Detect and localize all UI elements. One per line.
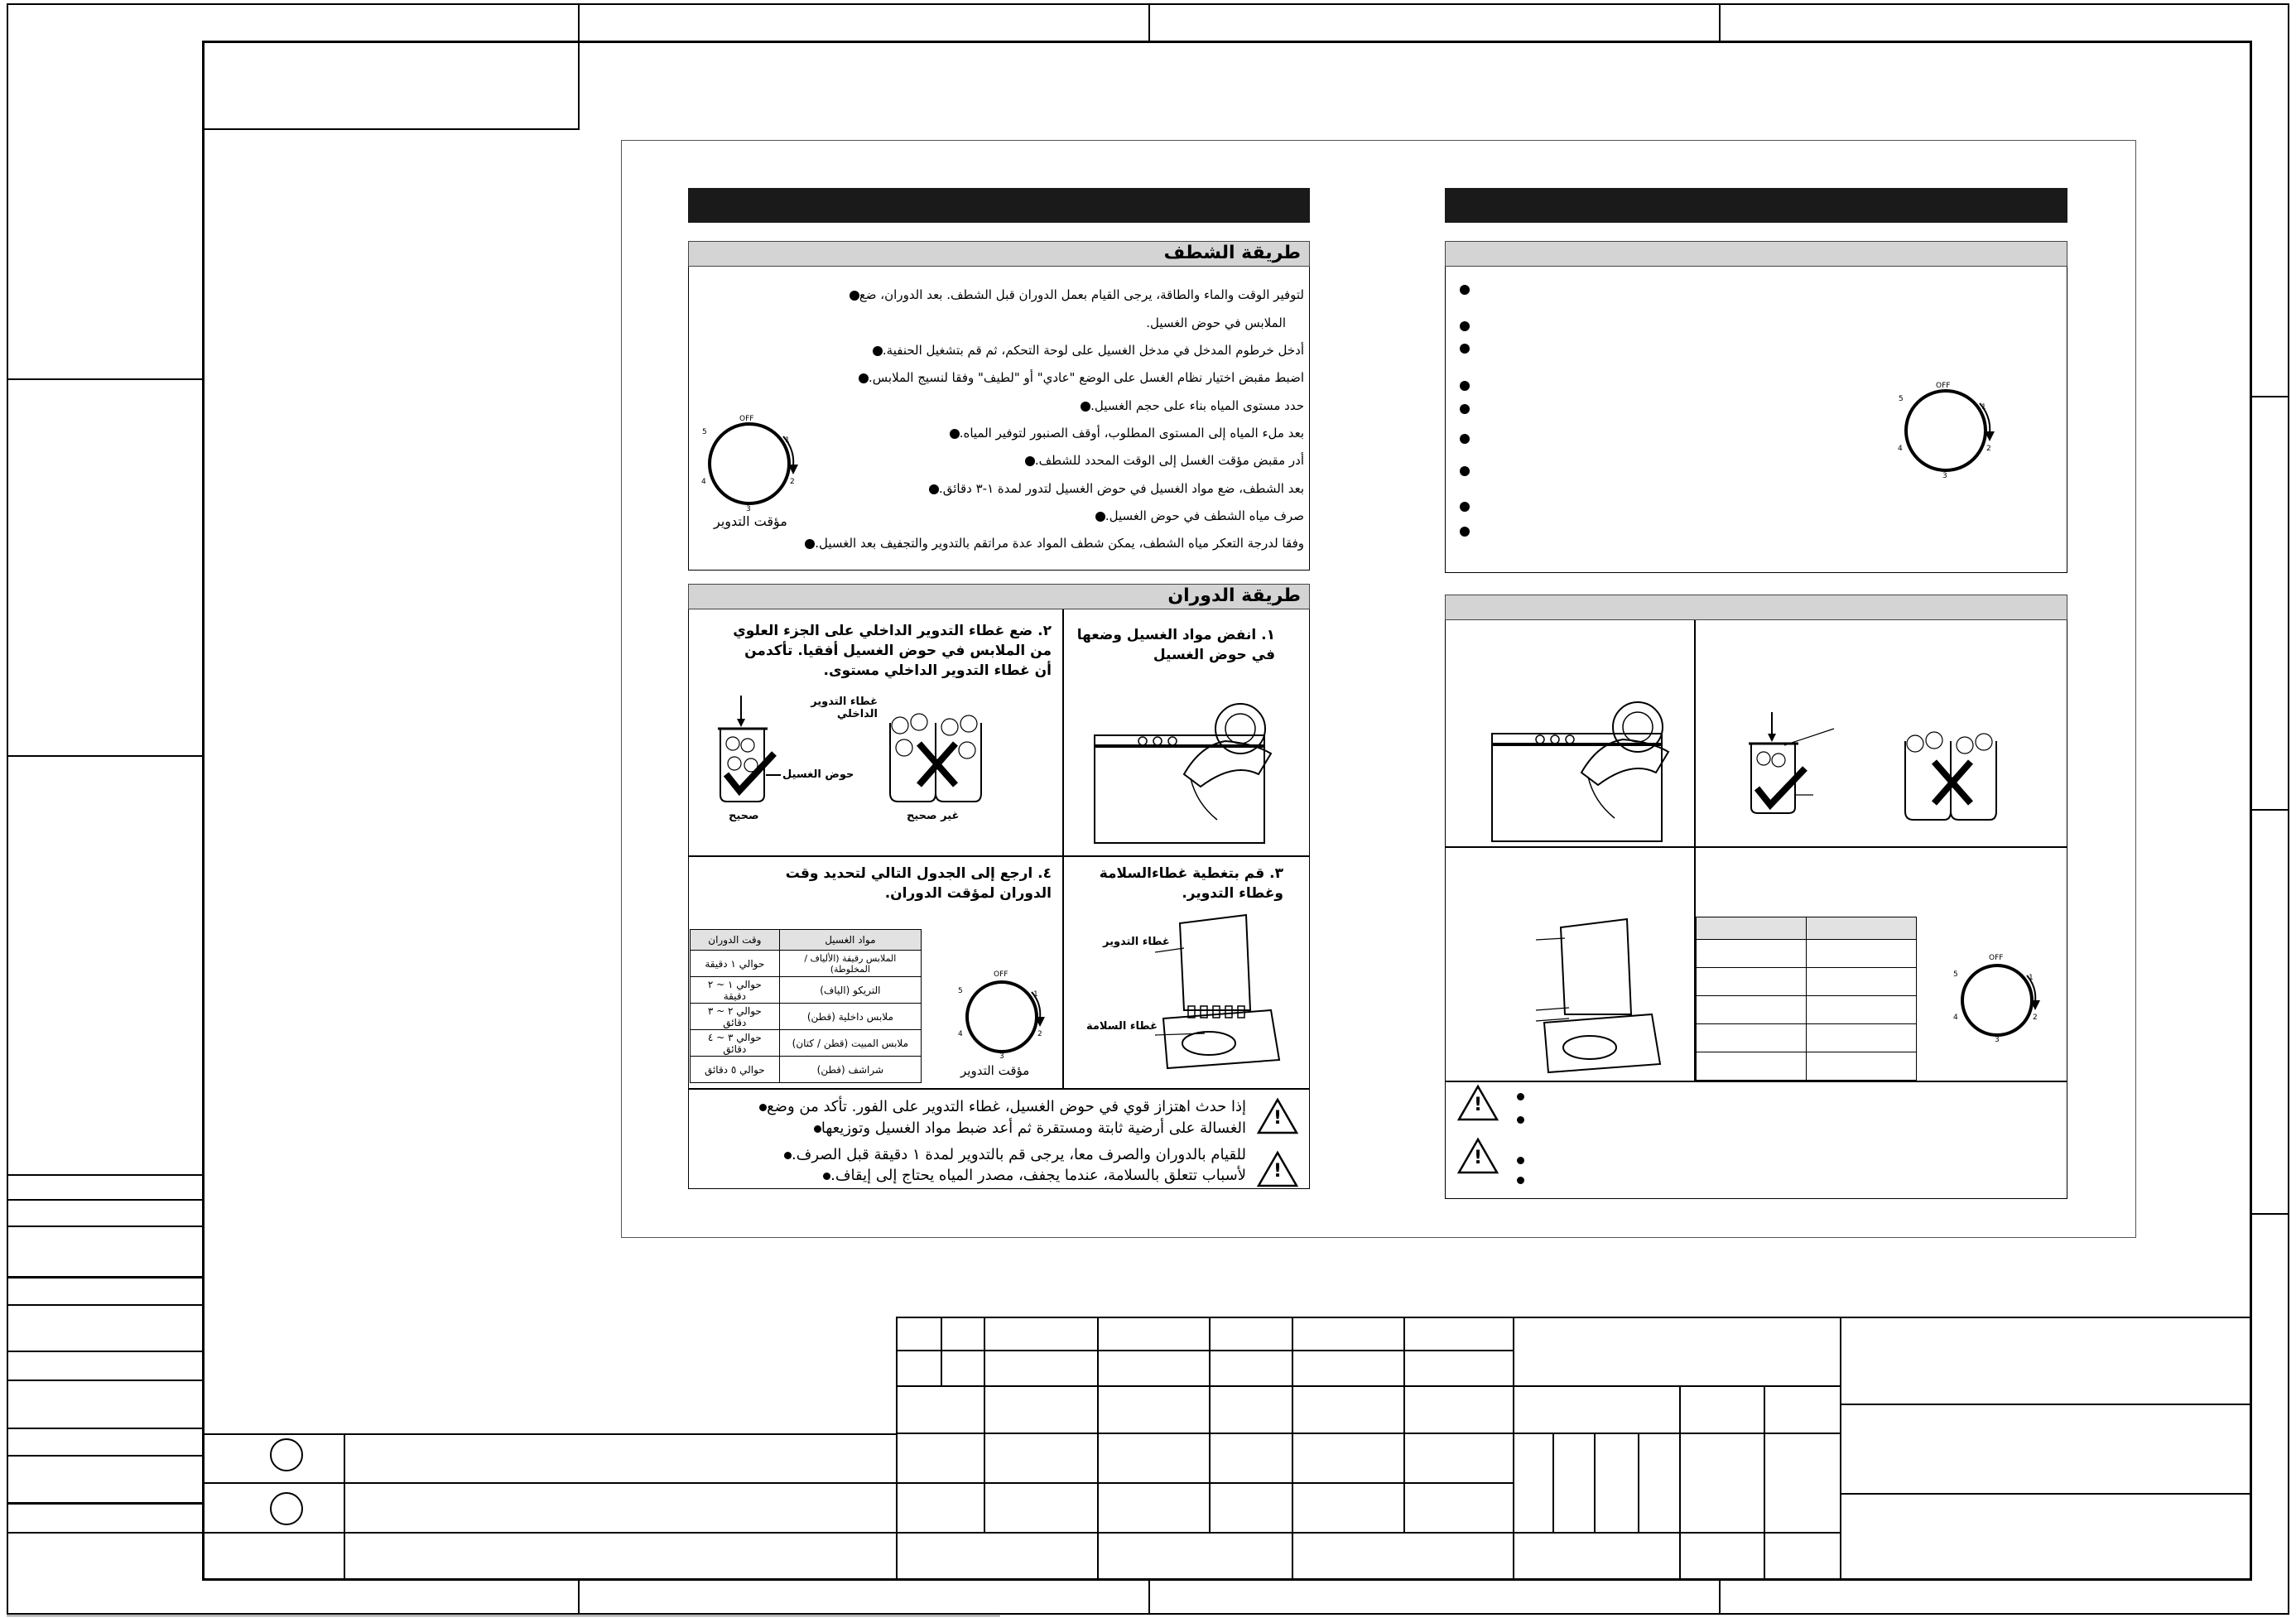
table-cell: حوالي ١ ~ ٢ دقيقة: [691, 977, 780, 1004]
tb-line: [1679, 1385, 1681, 1581]
tb-line: [1764, 1385, 1765, 1581]
bullet-dot: [1460, 404, 1470, 414]
spin-warnings: [704, 1097, 1246, 1188]
table-cell: ملابس داخلية (قطن): [779, 1004, 921, 1030]
dial-mark: 1: [2029, 974, 2034, 982]
right-timer-dial: [1898, 382, 2008, 493]
bullet-dot: [784, 1152, 792, 1159]
rinse-bullet: صرف مياه الشطف في حوض الغسيل.: [1087, 508, 1304, 524]
table-cell: التريكو (الياف): [779, 977, 921, 1004]
rinse-bullet: أدخل خرطوم المدخل في مدخل الغسيل على لوحة التحكم، ثم قم بتشغيل الحنفية.: [864, 342, 1304, 359]
zone-tick: [7, 755, 202, 757]
bullet-dot: [1517, 1157, 1524, 1164]
zone-tick: [2252, 809, 2289, 811]
tb-line: [1552, 1433, 1554, 1532]
warning-text: للقيام بالدوران والصرف معا، يرجى قم بالتدوير لمدة ١ دقيقة قبل الصرف.: [779, 1145, 1246, 1165]
washer-icon: [1490, 694, 1689, 843]
spin-step-1: ١. انفض مواد الغسيل وضعها في حوض الغسيل: [1076, 627, 1275, 663]
strip-line: [7, 1455, 202, 1457]
rinse-bullet: أدر مقبض مؤقت الغسل إلى الوقت المحدد للشطف.: [1017, 452, 1304, 469]
table-cell: حوالي ٣ ~ ٤ دقائق: [691, 1030, 780, 1057]
tb-line: [1513, 1317, 1514, 1581]
rinse-timer-dial: [701, 415, 811, 526]
bullet-dot: [1460, 502, 1470, 512]
table-cell: [1807, 996, 1917, 1024]
table-cell: [1697, 996, 1807, 1024]
dial-off: OFF: [739, 415, 754, 423]
washer-icon: [1093, 696, 1292, 845]
spin-title-bar: [688, 584, 1310, 609]
empty-time-table: [1696, 917, 1917, 1081]
strip-line: [7, 1304, 202, 1306]
warning-text: الغسالة على أرضية ثابتة ومستقرة ثم أعد ضبط مواد الغسيل وتوزيعها: [809, 1119, 1246, 1139]
strip-line: [7, 1380, 202, 1381]
table-cell: حوالي ٢ ~ ٣ دقائق: [691, 1004, 780, 1030]
tb-line: [1403, 1317, 1405, 1532]
spin-timer-label: مؤقت التدوير: [960, 1063, 1030, 1078]
tb-line: [1594, 1433, 1596, 1532]
rinse-bullet: وفقا لدرجة التعكر مياه الشطف، يمكن شطف المواد عدة مراتقم بالتدوير والتجفيف بعد الغسيل.: [797, 535, 1304, 551]
spin-grid: [1062, 609, 1064, 1088]
revision-circle: [270, 1438, 303, 1471]
dial-mark: 5: [1899, 395, 1904, 403]
dial-mark: 1: [1033, 990, 1038, 999]
spin-cover-icon: [1155, 919, 1296, 1072]
zone-tick: [1719, 1580, 1721, 1615]
strip-line: [7, 1502, 202, 1505]
tb-line: [1292, 1317, 1293, 1581]
table-cell: الملابس رقيقة (الألياف / المخلوطة): [779, 951, 921, 977]
rinse-bullet: اضبط مقبض اختيار نظام الغسل على الوضع "عادي" أو "لطيف" وفقا لنسيج الملابس.: [850, 369, 1304, 386]
tb-line: [896, 1433, 1840, 1434]
spin-step-2: ٢. ضع غطاء التدوير الداخلي على الجزء العلوي من الملابس في حوض الغسيل أفقيا. تأكدمن أن غطاء التدوير الداخلي مستوى.: [733, 623, 1052, 679]
spin-cover-label: غطاء التدوير: [1103, 936, 1170, 948]
table-cell: [1697, 1052, 1807, 1081]
rev-line: [344, 1433, 345, 1581]
bullet-dot: [1517, 1093, 1524, 1100]
tb-line: [896, 1532, 1840, 1534]
warning-icon: !: [1457, 1085, 1499, 1121]
timer-dial-icon: [1956, 959, 2047, 1050]
table-cell: [1807, 968, 1917, 996]
spin-cover-illustration: [1536, 923, 1677, 1076]
right-lower-section: [1445, 595, 2067, 1199]
bullet-dot: [1025, 456, 1035, 466]
bullet-dot: [1460, 466, 1470, 476]
dial-off: OFF: [1989, 954, 2004, 962]
dial-mark: 4: [701, 478, 706, 486]
dial-mark: 2: [1037, 1030, 1042, 1038]
right-timer-dial-small: [1953, 954, 2047, 1050]
incorrect-label: غير صحيح: [907, 810, 960, 822]
spin-grid: [688, 855, 1310, 857]
warning-icon: !: [1257, 1151, 1298, 1187]
bullet-dot: [1081, 402, 1090, 412]
warning-icon: !: [1457, 1138, 1499, 1174]
left-header-bar: [688, 188, 1310, 223]
zone-tick: [1148, 3, 1150, 41]
timer-dial-icon: [704, 418, 811, 526]
bullet-dot: [873, 346, 883, 356]
tb-line: [984, 1317, 985, 1532]
bullet-dot: [1517, 1116, 1524, 1124]
bullet-dot: [850, 291, 859, 301]
dial-mark: 3: [746, 505, 751, 513]
dial-mark: 1: [785, 436, 790, 445]
dial-mark: 5: [1953, 970, 1958, 979]
table-cell: [1697, 940, 1807, 968]
bullet-dot: [1460, 381, 1470, 391]
strip-line: [7, 1199, 202, 1201]
table-header: وقت الدوران: [691, 930, 780, 951]
table-header: مواد الغسيل: [779, 930, 921, 951]
rev-line: [202, 1433, 898, 1435]
cross-icon: [1903, 729, 2002, 824]
zone-tick: [7, 378, 202, 380]
tub-label: حوض الغسيل: [782, 768, 854, 781]
zone-tick: [578, 3, 580, 41]
correct-label: صحيح: [729, 810, 759, 822]
bullet-dot: [805, 539, 815, 549]
frame-rule: [202, 128, 580, 130]
correct-tub-figure: [1747, 712, 1846, 820]
check-icon: [1747, 712, 1846, 820]
dial-mark: 5: [702, 428, 707, 436]
zone-tick: [578, 1580, 580, 1615]
table-cell: ملابس المبيت (قطن / كتان): [779, 1030, 921, 1057]
incorrect-tub-figure: [1903, 729, 2002, 824]
zone-tick: [2252, 1213, 2289, 1215]
right-header-bar: [1445, 188, 2067, 223]
check-icon: [716, 696, 791, 803]
dial-mark: 5: [958, 987, 963, 995]
safety-cover-label: غطاء السلامة: [1086, 1020, 1158, 1033]
rev-line: [202, 1482, 898, 1484]
warning-icon: !: [1257, 1098, 1298, 1134]
dial-mark: 2: [790, 478, 795, 486]
dial-mark: 4: [1898, 445, 1903, 453]
cross-icon: [888, 710, 987, 806]
bullet-dot: [1460, 321, 1470, 331]
rinse-title: طريقة الشطف: [1163, 243, 1301, 263]
rinse-bullet: بعد الشطف، ضع مواد الغسيل في حوض الغسيل لتدور لمدة ١-٣ دقائق.: [921, 480, 1304, 497]
tb-line: [1840, 1317, 1841, 1581]
bullet-dot: [950, 429, 960, 439]
rinse-bullet: بعد ملء المياه إلى المستوى المطلوب، أوقف الصنبور لتوفير المياه.: [941, 425, 1304, 441]
tb-line: [941, 1317, 942, 1386]
timer-dial-icon: [1900, 385, 2008, 493]
tb-line: [1209, 1317, 1211, 1532]
table-cell: حوالي ٥ دقائق: [691, 1057, 780, 1083]
dial-mark: 2: [1986, 445, 1991, 453]
bullet-dot: [1460, 434, 1470, 444]
spin-cover-icon: [1536, 923, 1677, 1076]
rinse-title-bar: [688, 241, 1310, 267]
rev-line: [202, 1532, 898, 1534]
warning-text: إذا حدث اهتزاز قوي في حوض الغسيل، غطاء التدوير على الفور. تأكد من وضع: [754, 1097, 1246, 1117]
zone-tick: [1148, 1580, 1150, 1615]
bullet-dot: [1095, 512, 1105, 522]
inner-cover-label: غطاء التدوير الداخلي: [811, 696, 878, 720]
dial-mark: 4: [958, 1030, 963, 1038]
tb-line: [896, 1385, 1840, 1387]
table-cell: [1697, 1024, 1807, 1052]
zone-tick: [2252, 396, 2289, 397]
tb-line: [896, 1317, 898, 1581]
tb-line: [1840, 1493, 2252, 1495]
strip-line: [7, 1351, 202, 1352]
dial-mark: 3: [1995, 1036, 2000, 1044]
bullet-dot: [1517, 1177, 1524, 1184]
washer-illustration: [1093, 696, 1292, 845]
rinse-bullets: [770, 287, 1304, 568]
bullet-dot: [1460, 285, 1470, 295]
washer-illustration: [1490, 694, 1689, 843]
strip-line: [7, 1428, 202, 1429]
table-cell: شراشف (قطن): [779, 1057, 921, 1083]
spin-time-table: [690, 929, 922, 1083]
right-grid: [1445, 1081, 2067, 1082]
dial-mark: 1: [1981, 403, 1986, 412]
bullet-dot: [814, 1125, 821, 1133]
strip-line: [7, 1226, 202, 1227]
warning-text: لأسباب تتعلق بالسلامة، عندما يجفف، مصدر المياه يحتاج إلى إيقاف.: [818, 1166, 1246, 1186]
table-cell: [1697, 917, 1807, 940]
spin-step-4: ٤. ارجع إلى الجدول التالي لتحديد وقت الدوران لمؤقت الدوران.: [785, 865, 1052, 902]
dial-off: OFF: [1936, 382, 1951, 390]
spin-title: طريقة الدوران: [1167, 585, 1301, 606]
table-cell: [1807, 940, 1917, 968]
incorrect-tub-figure: [888, 710, 987, 806]
dial-mark: 4: [1953, 1014, 1958, 1022]
bullet-dot: [1460, 527, 1470, 537]
spin-cover-illustration: [1155, 919, 1296, 1072]
bullet-dot: [759, 1104, 767, 1111]
tb-line: [896, 1350, 1513, 1351]
revision-circle: [270, 1492, 303, 1525]
bullet-dot: [929, 484, 939, 494]
dial-mark: 3: [999, 1052, 1004, 1061]
bullet-dot: [823, 1173, 830, 1180]
zone-tick: [1719, 3, 1721, 41]
tb-line: [896, 1482, 1513, 1484]
strip-line: [7, 1276, 202, 1279]
table-cell: [1807, 917, 1917, 940]
tb-line: [896, 1317, 2252, 1318]
bullet-dot: [1460, 344, 1470, 354]
rinse-bullet-cont: الملابس في حوض الغسيل.: [1146, 315, 1286, 330]
correct-tub-figure: [716, 696, 791, 803]
tb-line: [1638, 1433, 1639, 1532]
table-cell: [1697, 968, 1807, 996]
strip-line: [7, 1174, 202, 1176]
rinse-bullet: حدد مستوى المياه بناء على حجم الغسيل.: [1072, 397, 1304, 414]
timer-dial-icon: [960, 975, 1052, 1067]
title-corner-box: [202, 41, 580, 130]
right-lower-title-bar: [1445, 595, 2067, 620]
dial-mark: 2: [2033, 1014, 2038, 1022]
table-cell: [1807, 1052, 1917, 1081]
spin-step-3: ٣. قم بتغطية غطاءالسلامة وغطاء التدوير.: [1099, 865, 1283, 902]
tb-line: [1097, 1317, 1099, 1581]
pointer-line: [766, 774, 781, 776]
dial-off: OFF: [994, 970, 1008, 979]
strip-line: [7, 1532, 202, 1534]
dial-mark: 3: [1942, 472, 1947, 480]
rinse-timer-label: مؤقت التدوير: [714, 513, 787, 529]
spin-grid: [688, 1088, 1310, 1090]
table-cell: [1807, 1024, 1917, 1052]
right-grid: [1445, 846, 2067, 848]
bullet-dot: [859, 373, 869, 383]
spin-timer-dial: [958, 970, 1052, 1067]
right-upper-title-bar: [1445, 241, 2067, 267]
tb-line: [1840, 1404, 2252, 1405]
rinse-bullet: لتوفير الوقت والماء والطاقة، يرجى القيام بعمل الدوران قبل الشطف. بعد الدوران، ضع: [841, 287, 1304, 303]
table-cell: حوالي ١ دقيقة: [691, 951, 780, 977]
